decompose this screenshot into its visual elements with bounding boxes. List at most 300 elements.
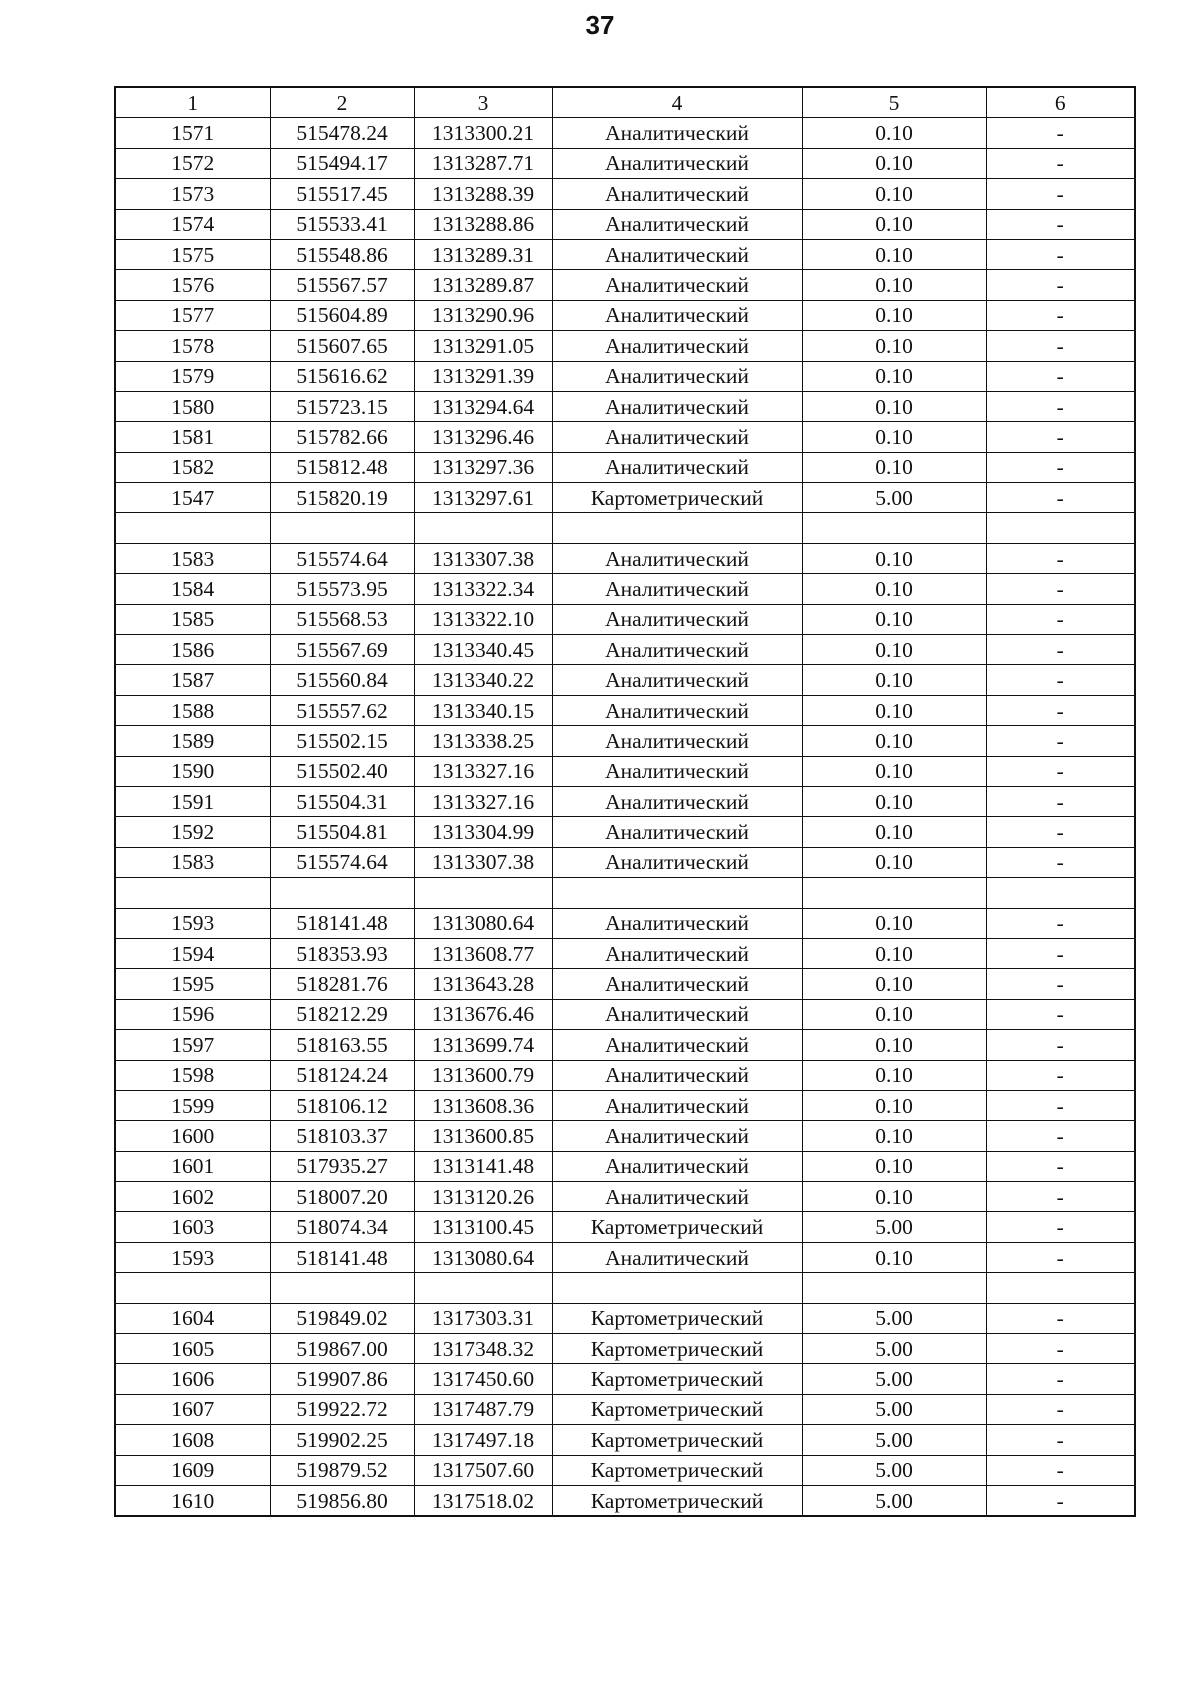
point-number-cell: 1595 xyxy=(115,969,270,999)
note-cell: - xyxy=(986,452,1135,482)
x-coordinate-cell: 519856.80 xyxy=(270,1485,414,1516)
note-cell: - xyxy=(986,999,1135,1029)
note-cell: - xyxy=(986,635,1135,665)
table-row xyxy=(115,239,1135,269)
method-cell: Аналитический xyxy=(552,635,802,665)
x-coordinate-cell: 519922.72 xyxy=(270,1394,414,1424)
y-coordinate-cell: 1313340.15 xyxy=(414,695,552,725)
table-row xyxy=(115,179,1135,209)
table-row xyxy=(115,422,1135,452)
accuracy-cell: 5.00 xyxy=(802,1394,986,1424)
x-coordinate-cell: 518106.12 xyxy=(270,1090,414,1120)
y-coordinate-cell: 1313676.46 xyxy=(414,999,552,1029)
note-cell: - xyxy=(986,270,1135,300)
point-number-cell xyxy=(115,513,270,543)
table-row xyxy=(115,1242,1135,1272)
method-cell: Аналитический xyxy=(552,726,802,756)
table-row xyxy=(115,1273,1135,1303)
table-row xyxy=(115,908,1135,938)
table-row xyxy=(115,118,1135,148)
note-cell: - xyxy=(986,1394,1135,1424)
point-number-cell: 1596 xyxy=(115,999,270,1029)
point-number-cell: 1573 xyxy=(115,179,270,209)
point-number-cell: 1575 xyxy=(115,239,270,269)
x-coordinate-cell: 515782.66 xyxy=(270,422,414,452)
column-header-6: 6 xyxy=(986,87,1135,118)
point-number-cell: 1547 xyxy=(115,483,270,513)
point-number-cell: 1580 xyxy=(115,391,270,421)
table-row xyxy=(115,1303,1135,1333)
point-number-cell: 1584 xyxy=(115,574,270,604)
x-coordinate-cell: 515502.40 xyxy=(270,756,414,786)
point-number-cell xyxy=(115,878,270,908)
point-number-cell: 1601 xyxy=(115,1151,270,1181)
x-coordinate-cell: 515820.19 xyxy=(270,483,414,513)
x-coordinate-cell: 518141.48 xyxy=(270,908,414,938)
x-coordinate-cell xyxy=(270,513,414,543)
method-cell: Аналитический xyxy=(552,817,802,847)
note-cell: - xyxy=(986,604,1135,634)
point-number-cell: 1576 xyxy=(115,270,270,300)
accuracy-cell: 0.10 xyxy=(802,543,986,573)
table-row xyxy=(115,148,1135,178)
accuracy-cell: 5.00 xyxy=(802,483,986,513)
method-cell: Аналитический xyxy=(552,179,802,209)
point-number-cell: 1602 xyxy=(115,1182,270,1212)
table-row xyxy=(115,1090,1135,1120)
method-cell: Аналитический xyxy=(552,543,802,573)
note-cell: - xyxy=(986,695,1135,725)
table-row xyxy=(115,999,1135,1029)
coordinates-table xyxy=(114,86,1136,1517)
point-number-cell: 1593 xyxy=(115,908,270,938)
accuracy-cell: 0.10 xyxy=(802,361,986,391)
accuracy-cell xyxy=(802,878,986,908)
method-cell: Аналитический xyxy=(552,756,802,786)
method-cell: Аналитический xyxy=(552,908,802,938)
x-coordinate-cell: 519902.25 xyxy=(270,1425,414,1455)
y-coordinate-cell: 1313307.38 xyxy=(414,543,552,573)
y-coordinate-cell: 1313300.21 xyxy=(414,118,552,148)
method-cell: Аналитический xyxy=(552,786,802,816)
accuracy-cell: 0.10 xyxy=(802,908,986,938)
accuracy-cell: 0.10 xyxy=(802,1242,986,1272)
note-cell xyxy=(986,1273,1135,1303)
accuracy-cell: 0.10 xyxy=(802,574,986,604)
method-cell: Аналитический xyxy=(552,361,802,391)
y-coordinate-cell xyxy=(414,1273,552,1303)
method-cell: Аналитический xyxy=(552,300,802,330)
note-cell: - xyxy=(986,118,1135,148)
point-number-cell: 1591 xyxy=(115,786,270,816)
point-number-cell: 1579 xyxy=(115,361,270,391)
accuracy-cell xyxy=(802,513,986,543)
y-coordinate-cell: 1313307.38 xyxy=(414,847,552,877)
method-cell: Аналитический xyxy=(552,239,802,269)
y-coordinate-cell: 1313297.61 xyxy=(414,483,552,513)
accuracy-cell: 5.00 xyxy=(802,1485,986,1516)
note-cell: - xyxy=(986,422,1135,452)
accuracy-cell xyxy=(802,1273,986,1303)
x-coordinate-cell: 515517.45 xyxy=(270,179,414,209)
y-coordinate-cell: 1313291.05 xyxy=(414,331,552,361)
y-coordinate-cell: 1317518.02 xyxy=(414,1485,552,1516)
note-cell: - xyxy=(986,361,1135,391)
note-cell xyxy=(986,513,1135,543)
note-cell: - xyxy=(986,179,1135,209)
y-coordinate-cell: 1317497.18 xyxy=(414,1425,552,1455)
accuracy-cell: 0.10 xyxy=(802,1121,986,1151)
point-number-cell: 1606 xyxy=(115,1364,270,1394)
table-row xyxy=(115,391,1135,421)
table-row xyxy=(115,604,1135,634)
point-number-cell: 1597 xyxy=(115,1030,270,1060)
accuracy-cell: 0.10 xyxy=(802,452,986,482)
page-number: 37 xyxy=(585,10,615,40)
table-row xyxy=(115,726,1135,756)
accuracy-cell: 0.10 xyxy=(802,1151,986,1181)
table-row xyxy=(115,847,1135,877)
table-row xyxy=(115,1334,1135,1364)
table-row xyxy=(115,635,1135,665)
method-cell: Аналитический xyxy=(552,118,802,148)
x-coordinate-cell: 517935.27 xyxy=(270,1151,414,1181)
x-coordinate-cell: 515548.86 xyxy=(270,239,414,269)
accuracy-cell: 0.10 xyxy=(802,148,986,178)
y-coordinate-cell: 1317303.31 xyxy=(414,1303,552,1333)
table-row xyxy=(115,1455,1135,1485)
table-row xyxy=(115,665,1135,695)
note-cell: - xyxy=(986,300,1135,330)
point-number-cell: 1610 xyxy=(115,1485,270,1516)
method-cell: Картометрический xyxy=(552,1394,802,1424)
accuracy-cell: 0.10 xyxy=(802,270,986,300)
x-coordinate-cell: 515812.48 xyxy=(270,452,414,482)
table-body xyxy=(115,118,1135,1516)
column-header-3: 3 xyxy=(414,87,552,118)
point-number-cell: 1585 xyxy=(115,604,270,634)
y-coordinate-cell: 1317487.79 xyxy=(414,1394,552,1424)
note-cell: - xyxy=(986,1303,1135,1333)
y-coordinate-cell: 1313322.10 xyxy=(414,604,552,634)
y-coordinate-cell: 1313327.16 xyxy=(414,786,552,816)
note-cell: - xyxy=(986,756,1135,786)
x-coordinate-cell: 515573.95 xyxy=(270,574,414,604)
x-coordinate-cell: 518212.29 xyxy=(270,999,414,1029)
point-number-cell: 1583 xyxy=(115,847,270,877)
table-row xyxy=(115,1394,1135,1424)
method-cell: Аналитический xyxy=(552,938,802,968)
accuracy-cell: 0.10 xyxy=(802,999,986,1029)
x-coordinate-cell: 518281.76 xyxy=(270,969,414,999)
accuracy-cell: 0.10 xyxy=(802,422,986,452)
method-cell xyxy=(552,513,802,543)
accuracy-cell: 0.10 xyxy=(802,118,986,148)
method-cell: Аналитический xyxy=(552,452,802,482)
method-cell: Аналитический xyxy=(552,574,802,604)
method-cell: Аналитический xyxy=(552,695,802,725)
method-cell: Аналитический xyxy=(552,1242,802,1272)
table-row xyxy=(115,1364,1135,1394)
x-coordinate-cell: 519849.02 xyxy=(270,1303,414,1333)
method-cell: Аналитический xyxy=(552,1060,802,1090)
method-cell: Аналитический xyxy=(552,1030,802,1060)
point-number-cell: 1599 xyxy=(115,1090,270,1120)
point-number-cell: 1588 xyxy=(115,695,270,725)
column-header-5: 5 xyxy=(802,87,986,118)
accuracy-cell: 0.10 xyxy=(802,209,986,239)
y-coordinate-cell: 1313340.22 xyxy=(414,665,552,695)
method-cell: Аналитический xyxy=(552,148,802,178)
accuracy-cell: 0.10 xyxy=(802,635,986,665)
table-row xyxy=(115,331,1135,361)
note-cell: - xyxy=(986,969,1135,999)
method-cell: Аналитический xyxy=(552,1151,802,1181)
point-number-cell: 1572 xyxy=(115,148,270,178)
method-cell: Аналитический xyxy=(552,604,802,634)
accuracy-cell: 0.10 xyxy=(802,391,986,421)
accuracy-cell: 0.10 xyxy=(802,786,986,816)
y-coordinate-cell: 1313288.39 xyxy=(414,179,552,209)
table-row xyxy=(115,483,1135,513)
y-coordinate-cell: 1313643.28 xyxy=(414,969,552,999)
y-coordinate-cell xyxy=(414,513,552,543)
method-cell: Картометрический xyxy=(552,1364,802,1394)
table-row xyxy=(115,513,1135,543)
column-header-1: 1 xyxy=(115,87,270,118)
note-cell: - xyxy=(986,786,1135,816)
accuracy-cell: 0.10 xyxy=(802,817,986,847)
y-coordinate-cell: 1313120.26 xyxy=(414,1182,552,1212)
accuracy-cell: 0.10 xyxy=(802,726,986,756)
y-coordinate-cell: 1313296.46 xyxy=(414,422,552,452)
accuracy-cell: 5.00 xyxy=(802,1455,986,1485)
x-coordinate-cell: 518163.55 xyxy=(270,1030,414,1060)
x-coordinate-cell xyxy=(270,878,414,908)
note-cell: - xyxy=(986,1182,1135,1212)
accuracy-cell: 0.10 xyxy=(802,239,986,269)
y-coordinate-cell: 1317507.60 xyxy=(414,1455,552,1485)
x-coordinate-cell: 518353.93 xyxy=(270,938,414,968)
point-number-cell: 1578 xyxy=(115,331,270,361)
note-cell: - xyxy=(986,1121,1135,1151)
method-cell: Аналитический xyxy=(552,847,802,877)
x-coordinate-cell: 519879.52 xyxy=(270,1455,414,1485)
point-number-cell: 1577 xyxy=(115,300,270,330)
point-number-cell: 1581 xyxy=(115,422,270,452)
x-coordinate-cell: 518074.34 xyxy=(270,1212,414,1242)
x-coordinate-cell xyxy=(270,1273,414,1303)
table-row xyxy=(115,574,1135,604)
table-row xyxy=(115,878,1135,908)
table-row xyxy=(115,1485,1135,1516)
point-number-cell: 1592 xyxy=(115,817,270,847)
point-number-cell: 1586 xyxy=(115,635,270,665)
y-coordinate-cell: 1313100.45 xyxy=(414,1212,552,1242)
note-cell: - xyxy=(986,817,1135,847)
y-coordinate-cell: 1313287.71 xyxy=(414,148,552,178)
note-cell: - xyxy=(986,1242,1135,1272)
y-coordinate-cell: 1313288.86 xyxy=(414,209,552,239)
accuracy-cell: 0.10 xyxy=(802,756,986,786)
accuracy-cell: 5.00 xyxy=(802,1425,986,1455)
method-cell: Аналитический xyxy=(552,391,802,421)
y-coordinate-cell: 1313600.79 xyxy=(414,1060,552,1090)
y-coordinate-cell: 1313294.64 xyxy=(414,391,552,421)
accuracy-cell: 5.00 xyxy=(802,1212,986,1242)
x-coordinate-cell: 518007.20 xyxy=(270,1182,414,1212)
x-coordinate-cell: 515568.53 xyxy=(270,604,414,634)
method-cell: Аналитический xyxy=(552,999,802,1029)
point-number-cell: 1598 xyxy=(115,1060,270,1090)
column-header-2: 2 xyxy=(270,87,414,118)
y-coordinate-cell: 1313080.64 xyxy=(414,1242,552,1272)
note-cell: - xyxy=(986,1334,1135,1364)
y-coordinate-cell: 1313291.39 xyxy=(414,361,552,391)
y-coordinate-cell: 1313699.74 xyxy=(414,1030,552,1060)
point-number-cell: 1603 xyxy=(115,1212,270,1242)
y-coordinate-cell: 1313141.48 xyxy=(414,1151,552,1181)
accuracy-cell: 0.10 xyxy=(802,969,986,999)
point-number-cell: 1571 xyxy=(115,118,270,148)
x-coordinate-cell: 515502.15 xyxy=(270,726,414,756)
note-cell: - xyxy=(986,1212,1135,1242)
note-cell: - xyxy=(986,391,1135,421)
note-cell: - xyxy=(986,574,1135,604)
note-cell: - xyxy=(986,209,1135,239)
point-number-cell: 1583 xyxy=(115,543,270,573)
x-coordinate-cell: 515616.62 xyxy=(270,361,414,391)
x-coordinate-cell: 515567.69 xyxy=(270,635,414,665)
point-number-cell: 1604 xyxy=(115,1303,270,1333)
note-cell: - xyxy=(986,239,1135,269)
table-row xyxy=(115,1030,1135,1060)
table-row xyxy=(115,1212,1135,1242)
x-coordinate-cell: 515723.15 xyxy=(270,391,414,421)
y-coordinate-cell: 1313290.96 xyxy=(414,300,552,330)
method-cell: Картометрический xyxy=(552,1455,802,1485)
accuracy-cell: 0.10 xyxy=(802,604,986,634)
point-number-cell: 1600 xyxy=(115,1121,270,1151)
accuracy-cell: 0.10 xyxy=(802,1090,986,1120)
point-number-cell: 1587 xyxy=(115,665,270,695)
table-row xyxy=(115,756,1135,786)
method-cell: Картометрический xyxy=(552,1485,802,1516)
note-cell: - xyxy=(986,726,1135,756)
note-cell: - xyxy=(986,1364,1135,1394)
point-number-cell: 1574 xyxy=(115,209,270,239)
y-coordinate-cell: 1313338.25 xyxy=(414,726,552,756)
x-coordinate-cell: 519867.00 xyxy=(270,1334,414,1364)
x-coordinate-cell: 515533.41 xyxy=(270,209,414,239)
note-cell: - xyxy=(986,1485,1135,1516)
point-number-cell: 1582 xyxy=(115,452,270,482)
table-row xyxy=(115,695,1135,725)
y-coordinate-cell: 1313322.34 xyxy=(414,574,552,604)
x-coordinate-cell: 515560.84 xyxy=(270,665,414,695)
x-coordinate-cell: 515604.89 xyxy=(270,300,414,330)
method-cell: Картометрический xyxy=(552,1425,802,1455)
accuracy-cell: 5.00 xyxy=(802,1364,986,1394)
x-coordinate-cell: 515574.64 xyxy=(270,847,414,877)
accuracy-cell: 0.10 xyxy=(802,179,986,209)
accuracy-cell: 5.00 xyxy=(802,1303,986,1333)
y-coordinate-cell: 1313600.85 xyxy=(414,1121,552,1151)
table-row xyxy=(115,300,1135,330)
note-cell: - xyxy=(986,1455,1135,1485)
accuracy-cell: 0.10 xyxy=(802,1060,986,1090)
x-coordinate-cell: 515607.65 xyxy=(270,331,414,361)
note-cell: - xyxy=(986,665,1135,695)
accuracy-cell: 0.10 xyxy=(802,938,986,968)
table-row xyxy=(115,1060,1135,1090)
accuracy-cell: 0.10 xyxy=(802,847,986,877)
accuracy-cell: 0.10 xyxy=(802,1030,986,1060)
y-coordinate-cell: 1313289.31 xyxy=(414,239,552,269)
accuracy-cell: 5.00 xyxy=(802,1334,986,1364)
accuracy-cell: 0.10 xyxy=(802,695,986,725)
table-row xyxy=(115,817,1135,847)
method-cell: Картометрический xyxy=(552,1212,802,1242)
table-row xyxy=(115,209,1135,239)
note-cell: - xyxy=(986,908,1135,938)
table-row xyxy=(115,543,1135,573)
table-row xyxy=(115,1151,1135,1181)
x-coordinate-cell: 515494.17 xyxy=(270,148,414,178)
x-coordinate-cell: 515574.64 xyxy=(270,543,414,573)
y-coordinate-cell: 1313327.16 xyxy=(414,756,552,786)
accuracy-cell: 0.10 xyxy=(802,665,986,695)
x-coordinate-cell: 515504.81 xyxy=(270,817,414,847)
method-cell: Аналитический xyxy=(552,1090,802,1120)
point-number-cell: 1589 xyxy=(115,726,270,756)
point-number-cell: 1594 xyxy=(115,938,270,968)
table-row xyxy=(115,1425,1135,1455)
point-number-cell: 1609 xyxy=(115,1455,270,1485)
y-coordinate-cell: 1313608.77 xyxy=(414,938,552,968)
method-cell: Картометрический xyxy=(552,1334,802,1364)
method-cell: Картометрический xyxy=(552,483,802,513)
x-coordinate-cell: 515478.24 xyxy=(270,118,414,148)
method-cell: Аналитический xyxy=(552,422,802,452)
method-cell: Аналитический xyxy=(552,1182,802,1212)
table-row xyxy=(115,270,1135,300)
table-row xyxy=(115,786,1135,816)
y-coordinate-cell: 1313289.87 xyxy=(414,270,552,300)
table-header-row xyxy=(115,87,1135,118)
note-cell: - xyxy=(986,1060,1135,1090)
table-row xyxy=(115,361,1135,391)
accuracy-cell: 0.10 xyxy=(802,1182,986,1212)
x-coordinate-cell: 519907.86 xyxy=(270,1364,414,1394)
point-number-cell: 1590 xyxy=(115,756,270,786)
y-coordinate-cell: 1313297.36 xyxy=(414,452,552,482)
accuracy-cell: 0.10 xyxy=(802,300,986,330)
y-coordinate-cell: 1317348.32 xyxy=(414,1334,552,1364)
method-cell: Аналитический xyxy=(552,331,802,361)
table-row xyxy=(115,969,1135,999)
x-coordinate-cell: 515557.62 xyxy=(270,695,414,725)
note-cell: - xyxy=(986,331,1135,361)
table-row xyxy=(115,1182,1135,1212)
column-header-4: 4 xyxy=(552,87,802,118)
note-cell: - xyxy=(986,543,1135,573)
note-cell: - xyxy=(986,1425,1135,1455)
point-number-cell: 1605 xyxy=(115,1334,270,1364)
method-cell: Аналитический xyxy=(552,1121,802,1151)
x-coordinate-cell: 518141.48 xyxy=(270,1242,414,1272)
table-row xyxy=(115,452,1135,482)
